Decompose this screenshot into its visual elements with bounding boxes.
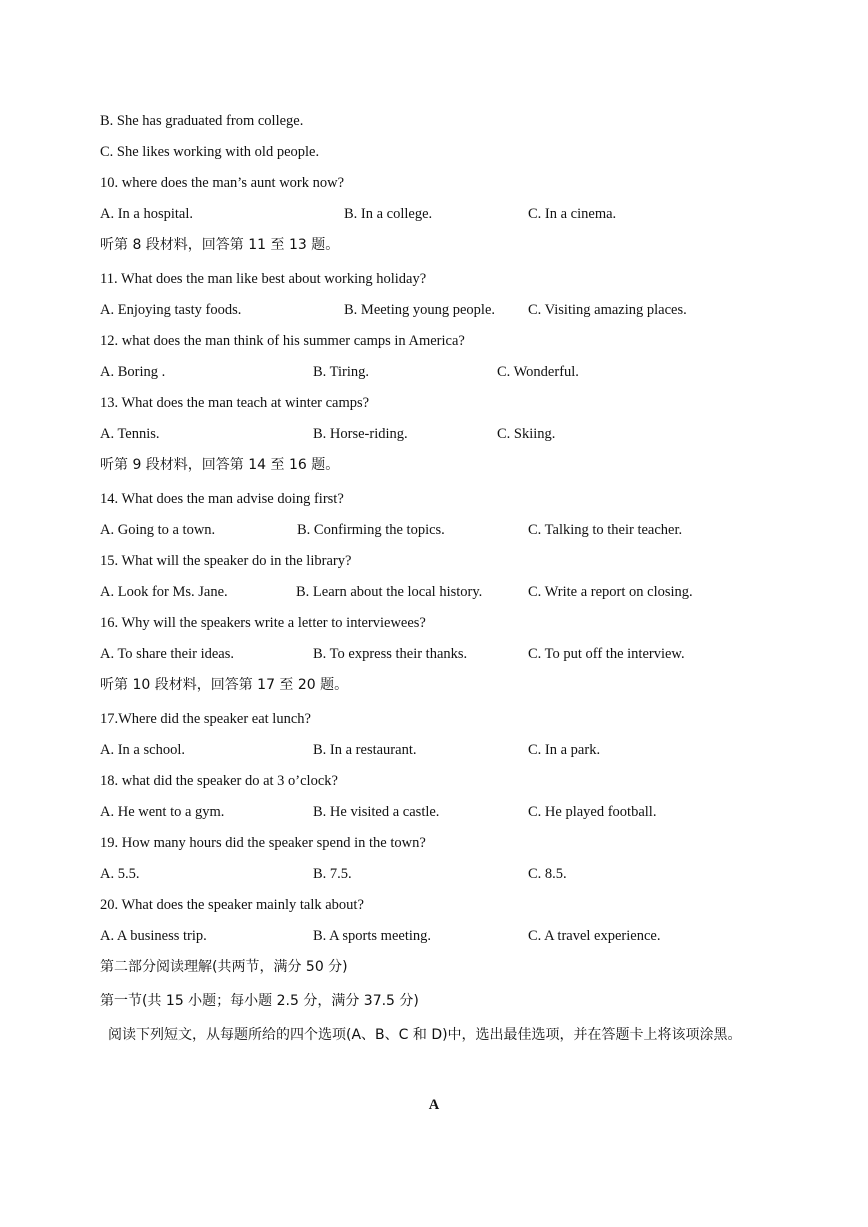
option-b: B. Confirming the topics. [297, 522, 445, 538]
instructions-paragraph: 阅读下列短文，从每题所给的四个选项(A、B、C 和 D)中，选出最佳选项，并在答题卡上将该项涂黑。 [108, 1027, 742, 1043]
option-b: B. Learn about the local history. [296, 584, 483, 600]
option-a: A. A business trip. [100, 928, 207, 944]
question-19: 19. How many hours did the speaker spend in the town? [100, 835, 426, 851]
option-text: C. She likes working with old people. [100, 144, 320, 160]
option-b: B. Tiring. [313, 364, 370, 380]
question-18: 18. what did the speaker do at 3 o’clock? [100, 773, 338, 789]
option-c: C. To put off the interview. [528, 646, 685, 662]
option-a: A. Enjoying tasty foods. [100, 302, 242, 318]
section-heading: 听第 10 段材料，回答第 17 至 20 题。 [100, 677, 349, 693]
option-c: C. Visiting amazing places. [528, 302, 687, 318]
option-c: C. Skiing. [497, 426, 556, 442]
passage-label: A [428, 1097, 440, 1113]
option-c: C. Talking to their teacher. [528, 522, 683, 538]
option-c: C. In a cinema. [528, 206, 617, 222]
option-a: A. He went to a gym. [100, 804, 225, 820]
option-b: B. 7.5. [313, 866, 352, 882]
option-b: B. He visited a castle. [313, 804, 440, 820]
option-c: C. In a park. [528, 742, 601, 758]
question-11: 11. What does the man like best about working holiday? [100, 271, 427, 287]
option-b: B. In a restaurant. [313, 742, 417, 758]
option-a: A. Tennis. [100, 426, 160, 442]
option-a: A. 5.5. [100, 866, 140, 882]
question-12: 12. what does the man think of his summer camps in America? [100, 333, 465, 349]
option-c: C. A travel experience. [528, 928, 661, 944]
option-a: A. To share their ideas. [100, 646, 235, 662]
question-14: 14. What does the man advise doing first? [100, 491, 344, 507]
question-17: 17.Where did the speaker eat lunch? [100, 711, 311, 727]
question-16: 16. Why will the speakers write a letter to interviewees? [100, 615, 426, 631]
question-10: 10. where does the man’s aunt work now? [100, 175, 345, 191]
section-heading: 听第 8 段材料，回答第 11 至 13 题。 [100, 237, 340, 253]
option-c: C. Wonderful. [497, 364, 579, 380]
option-b: B. Meeting young people. [344, 302, 496, 318]
option-text: B. She has graduated from college. [100, 113, 304, 129]
option-a: A. Boring . [100, 364, 166, 380]
option-c: C. He played football. [528, 804, 657, 820]
question-13: 13. What does the man teach at winter camps? [100, 395, 370, 411]
question-20: 20. What does the speaker mainly talk about? [100, 897, 364, 913]
question-15: 15. What will the speaker do in the library? [100, 553, 352, 569]
option-c: C. Write a report on closing. [528, 584, 693, 600]
option-a: A. In a hospital. [100, 206, 194, 222]
section-heading: 第一节(共 15 小题；每小题 2.5 分，满分 37.5 分) [100, 993, 419, 1009]
option-a: A. In a school. [100, 742, 185, 758]
option-a: A. Look for Ms. Jane. [100, 584, 228, 600]
part-heading: 第二部分阅读理解(共两节，满分 50 分) [100, 959, 348, 975]
option-b: B. In a college. [344, 206, 433, 222]
option-c: C. 8.5. [528, 866, 567, 882]
section-heading: 听第 9 段材料，回答第 14 至 16 题。 [100, 457, 340, 473]
option-b: B. To express their thanks. [313, 646, 468, 662]
option-a: A. Going to a town. [100, 522, 216, 538]
option-b: B. A sports meeting. [313, 928, 432, 944]
option-b: B. Horse-riding. [313, 426, 408, 442]
